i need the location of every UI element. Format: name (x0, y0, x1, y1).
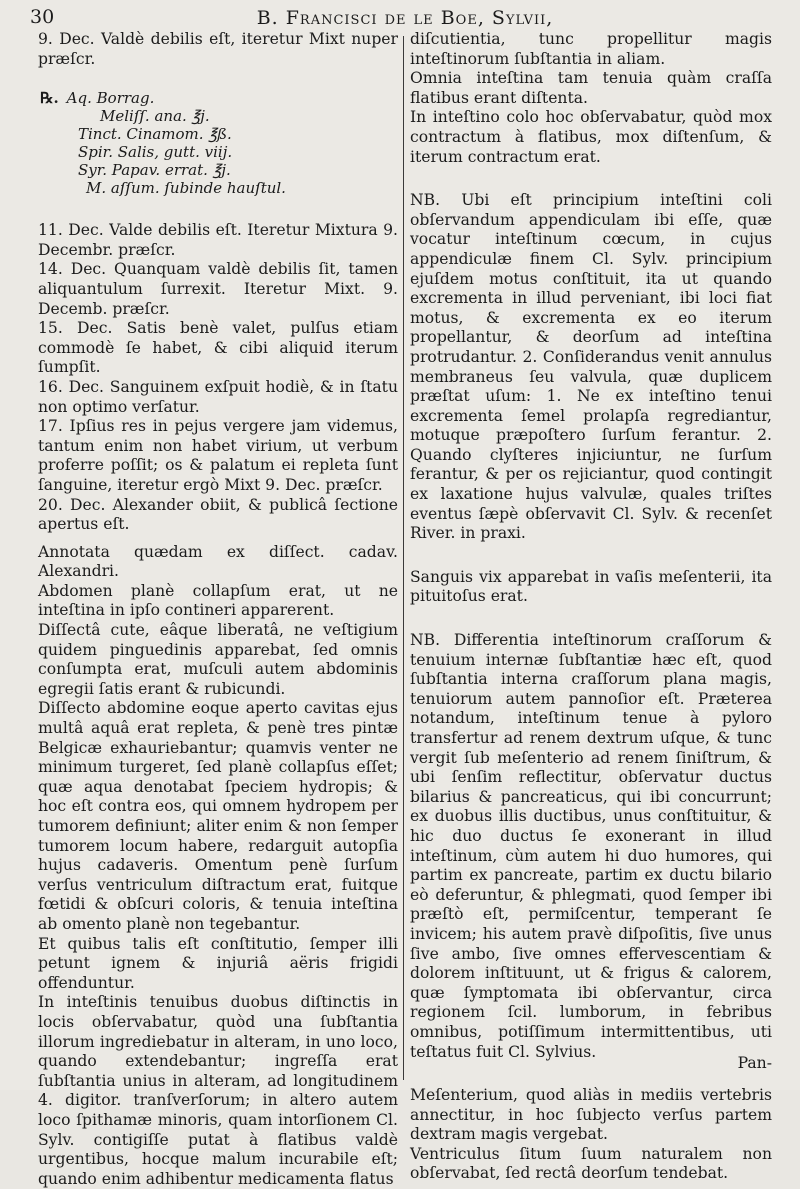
paragraph: diſcutientia, tunc propellitur magis inteſtinorum ſubſtantia in aliam. (410, 30, 772, 68)
rx-line: Syr. Papav. errat. ℥j. (78, 161, 231, 180)
nota-bene-paragraph: NB. Differentia inteſtinorum craſſorum & tenuium internæ ſubſtantiæ hæc eſt, quod ſubſtantia interna craſſorum plana magis, tenuiorum autem pannoſior eſt. Præterea notandum, inteſtinum tenue à pyloro transfertur ad renem dextrum uſque, & tunc vergit ſub meſenterio ad renem ſiniſtrum, & ubi ſenſim reflectitur, obſervatur ductus bilarius & pancreaticus, qui ibi concurrunt; ex duobus illis ductibus, unus conſtituitur, & hic duo ductus ſe exonerant in illud inteſtinum, cùm autem hi duo humores, qui partim ex pancreate, partim ex ductu bilario eò deferuntur, & phlegmati, quod ſemper ibi præſtò eſt, permiſcentur, temperant ſe invicem; his autem pravè diſpoſitis, ſive unus ſive ambo, ſive omnes effervescentiam & dolorem inſtituunt, ut & frigus & calorem, quæ ſymptomata ibi obſervantur, circa regionem ſcil. lumborum, in febribus omnibus, potiſſimum intermittentibus, uti teſtatus fuit Cl. Sylvius. (410, 631, 772, 1061)
entry-15-dec: 15. Dec. Satis benè valet, pulſus etiam commodè ſe habet, & cibi aliquid iterum ſumpſit. (38, 319, 398, 377)
nota-bene-paragraph: NB. Ubi eſt principium inteſtini coli obſervandum appendiculam ibi eſſe, quæ vocatur inteſtinum cœcum, in cujus appendiculæ finem Cl. Sylv. principium ejuſdem motus conſtituit, ita ut quando excrementa in illud perveniant, ibi loci fiat motus, & excrementa ex eo iterum propellantur, & deorſum ad inteſtina protrudantur. 2. Conſiderandus venit annulus membraneus ſeu valvula, quæ duplicem præſtat uſum: 1. Ne ex inteſtino tenui excrementa ſemel prolapſa regrediantur, motuque præpoſtero ſurſum ferantur. 2. Quando clyſteres injiciuntur, ne ſurſum ferantur, & per os rejiciantur, quod contingit ex laxatione hujus valvulæ, quales triſtes eventus ſæpè obſervavit Cl. Sylv. & recenſet River. in praxi. (410, 191, 772, 543)
entry-20-dec: 20. Dec. Alexander obiit, & publicâ ſectione apertus eſt. (38, 495, 398, 534)
rx-line: Spir. Salis, gutt. viij. (78, 143, 233, 162)
paragraph: In inteſtino colo hoc obſervabatur, quòd mox contractum à flatibus, mox diſtenſum, & iterum contractum erat. (410, 108, 772, 166)
page-header (30, 4, 780, 32)
rx-line: Meliſſ. ana. ℥j. (100, 107, 210, 126)
rx-line: Tinct. Cinamom. ℥ß. (78, 125, 232, 144)
entry-9-dec: 9. Dec. Valdè debilis eſt, iteretur Mixt nuper præſcr. (38, 30, 398, 68)
paragraph: Abdomen planè collapſum erat, ut ne inteſtina in ipſo contineri apparerent. (38, 581, 398, 620)
paragraph: In inteſtinis tenuibus duobus diſtinctis in locis obſervabatur, quòd una ſubſtantia illorum ingrediebatur in alteram, in uno loco, quando extendebantur; ingreſſa erat ſubſtantia unius in alteram, ad longitudinem 4. digitor. tranſverſorum; in altero autem loco ſpithamæ minoris, quam intorſionem Cl. Sylv. contigiſſe putat à flatibus valdè urgentibus, hocque malum incurabile eſt; quando enim adhibentur medicamenta flatus (38, 993, 398, 1188)
running-title: B. Francisci de le Boe, Sylvii, (256, 7, 554, 29)
paragraph: Diſſectâ cute, eâque liberatâ, ne veſtigium quidem pinguedinis apparebat, ſed omnis conſumpta erat, muſculi autem abdominis egregii ſatis erant & rubicundi. (38, 621, 398, 698)
paragraph: Omnia inteſtina tam tenuia quàm craſſa flatibus erant diſtenta. (410, 69, 772, 107)
rx-ingredient: Aq. Borrag. (66, 89, 155, 108)
prescription (38, 89, 398, 197)
entry-14-dec: 14. Dec. Quanquam valdè debilis ſit, tamen aliquantulum ſurrexit. Iteretur Mixt. 9. Decemb. præſcr. (38, 260, 398, 318)
page-number: 30 (30, 6, 55, 28)
left-column (38, 30, 398, 1189)
dissection-heading: Annotata quædam ex diſſect. cadav. Alexandri. (38, 542, 398, 581)
entry-11-dec: 11. Dec. Valde debilis eſt. Iteretur Mixtura 9. Decembr. præſcr. (38, 221, 398, 259)
rx-line (38, 89, 398, 107)
paragraph: Diſſecto abdomine eoque aperto cavitas ejus multâ aquâ erat repleta, & penè tres pintæ Belgicæ exhauriebantur; quamvis venter ne minimum turgeret, ſed planè collapſus eſſet; quæ aqua denotabat ſpeciem hydropis; & hoc eſt contra eos, qui omnem hydropem per tumorem definiunt; aliter enim & non ſemper tumorem locum habere, redarguit autopſia hujus cadaveris. Omentum penè ſurſum verſus ventriculum diſtractum erat, fuitque fœtidi & obſcuri coloris, & tenuia inteſtina ab omento planè non tegebantur. (38, 699, 398, 933)
entry-17-dec: 17. Ipſius res in pejus vergere jam videmus, tantum enim non habet virium, ut verbum proferre poſſit; os & palatum ei repleta ſunt ſanguine, iteretur ergò Mixt 9. Dec. præſcr. (38, 417, 398, 494)
right-column (410, 30, 772, 1184)
column-divider (403, 36, 404, 1080)
entry-16-dec: 16. Dec. Sanguinem exſpuit hodiè, & in ſtatu non optimo verſatur. (38, 377, 398, 416)
paragraph: Et quibus talis eſt conſtitutio, ſemper illi petunt ignem & injuriâ aëris frigidi offenduntur. (38, 934, 398, 992)
rx-line: M. aſſum. ſubinde hauſtul. (86, 179, 286, 198)
recipe-symbol: ℞. (40, 89, 59, 108)
paragraph: Sanguis vix apparebat in vaſis meſenterii, ita pituitoſus erat. (410, 567, 772, 606)
paragraph: Meſenterium, quod aliàs in mediis vertebris annectitur, in hoc ſubjecto verſus partem dextram magis vergebat. (410, 1086, 772, 1144)
catchword: Pan- (737, 1054, 772, 1072)
paragraph: Ventriculus ſitum ſuum naturalem non obſervabat, ſed rectâ deorſum tendebat. (410, 1144, 772, 1183)
